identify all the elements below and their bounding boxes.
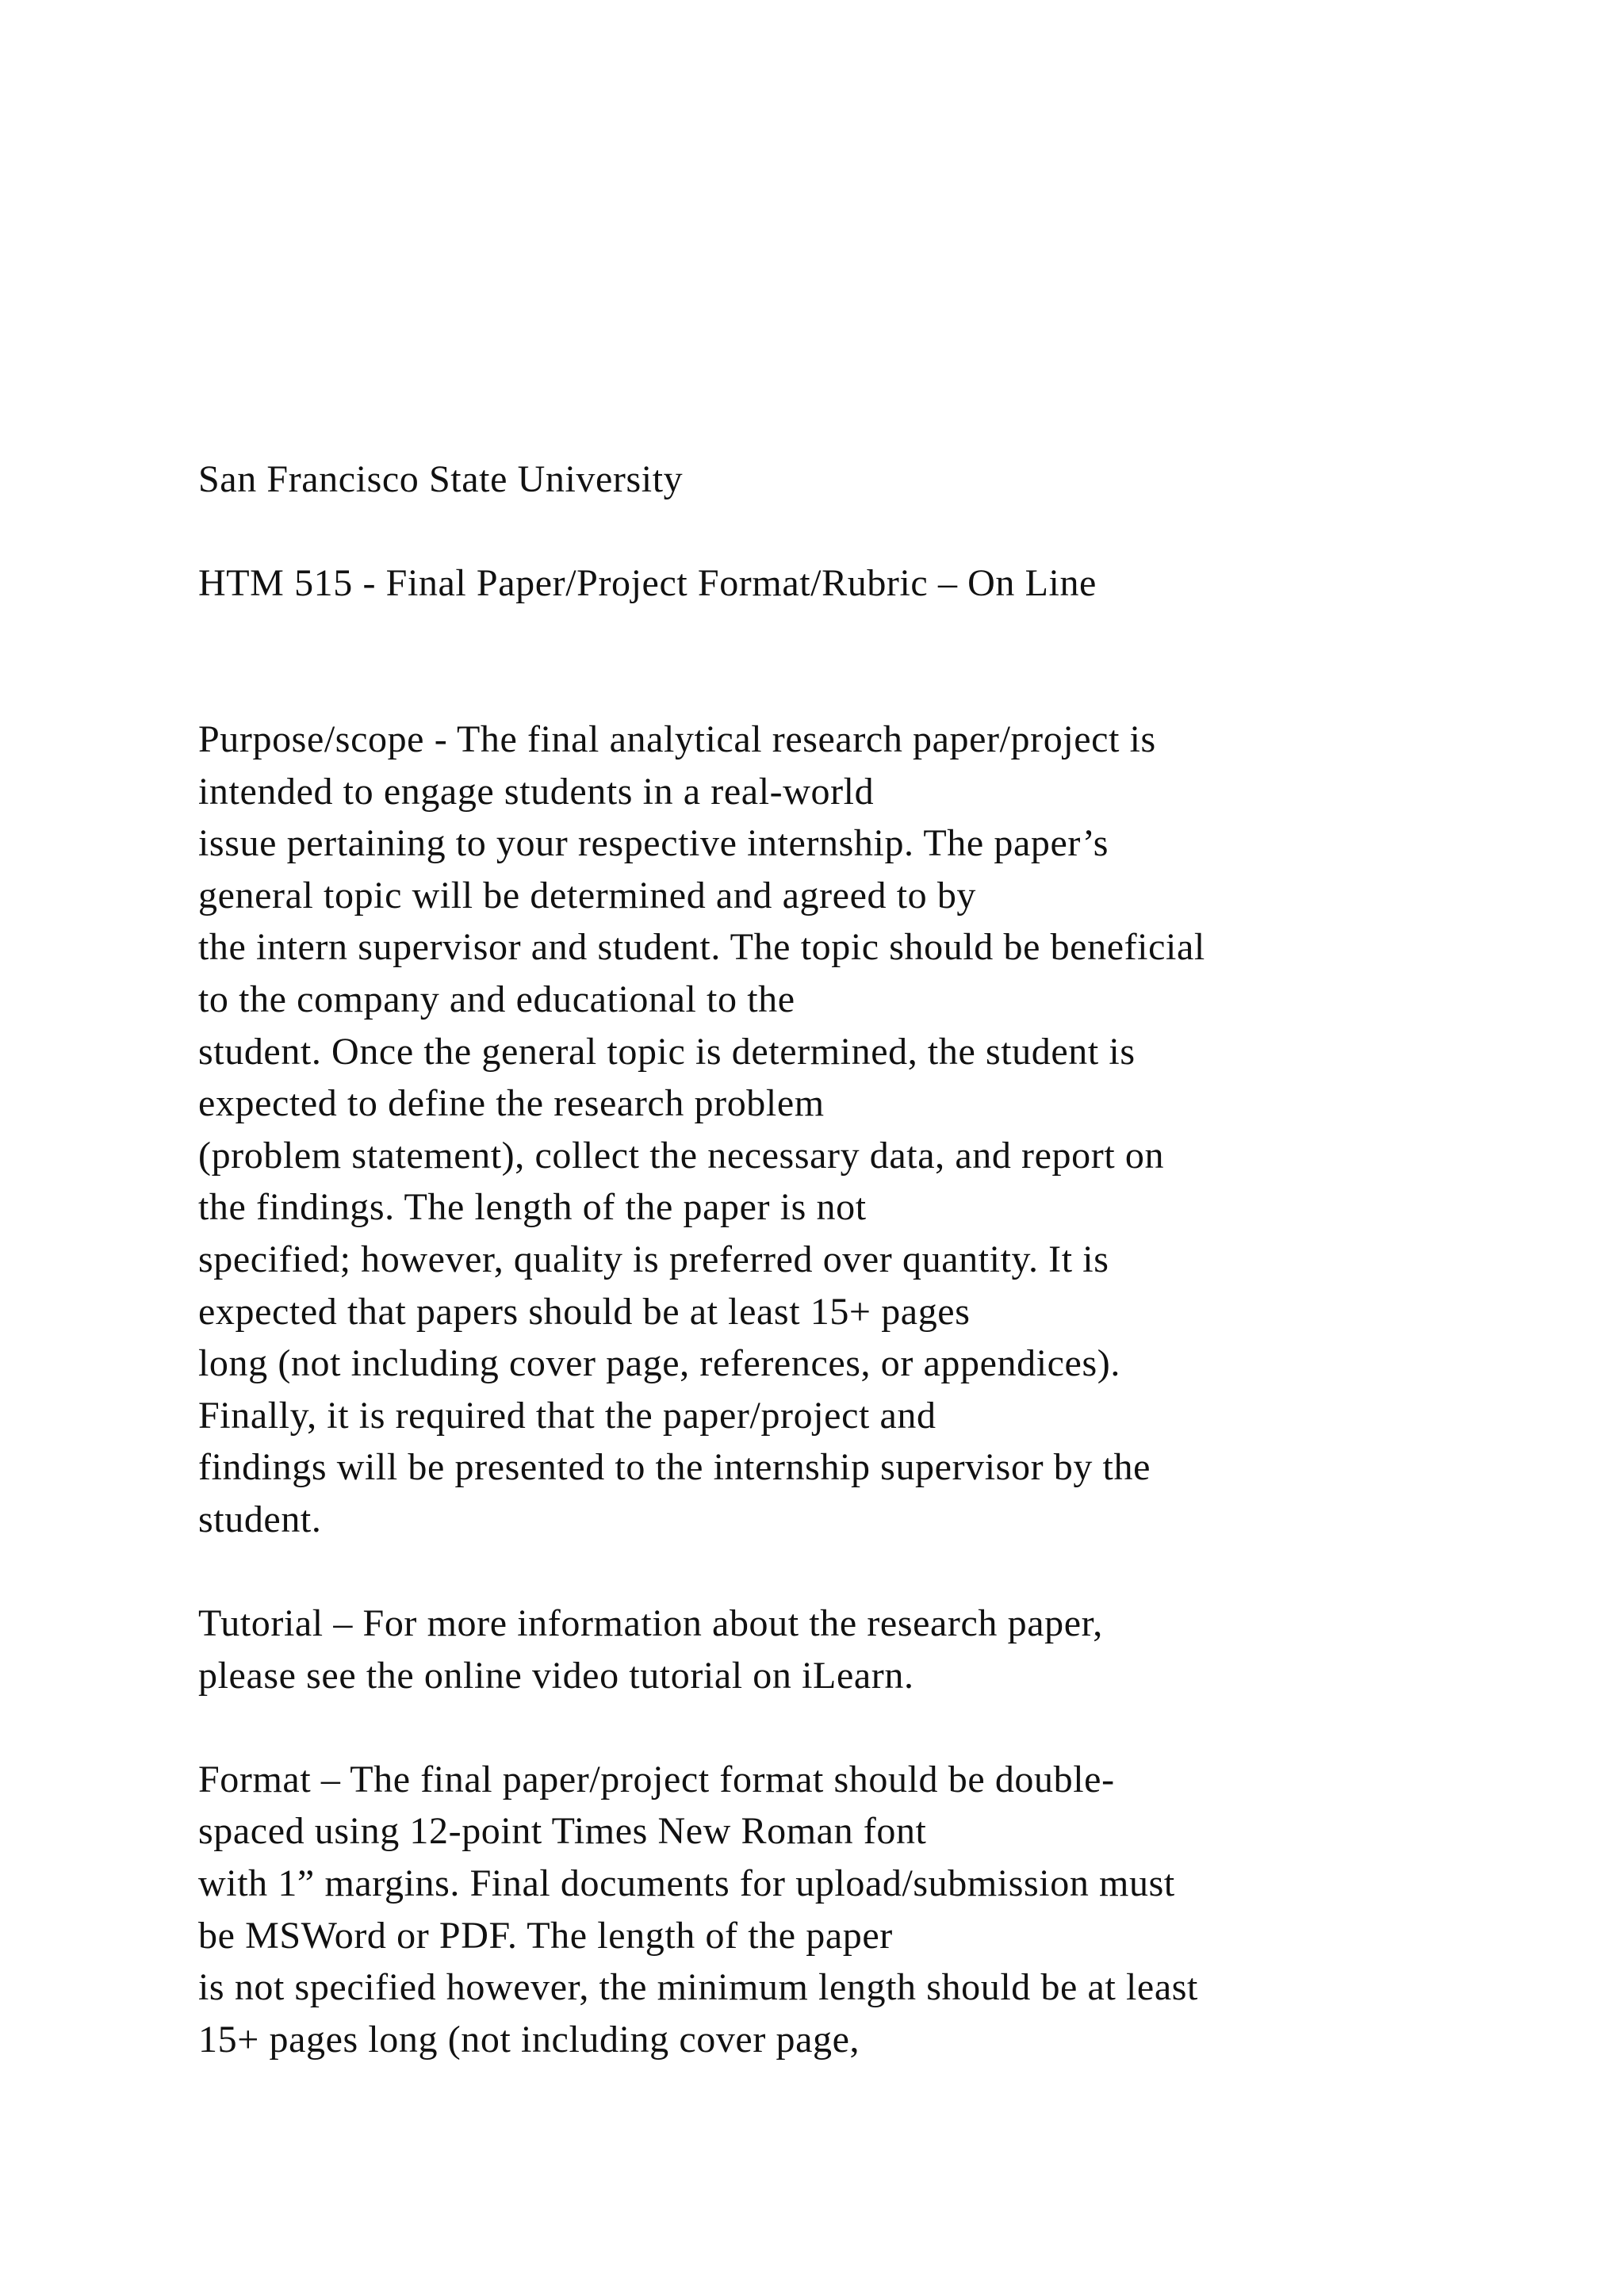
purpose-line: student. Once the general topic is determined, the student is <box>198 1030 1136 1073</box>
purpose-line: expected to define the research problem <box>198 1082 825 1125</box>
purpose-line: student. <box>198 1498 322 1540</box>
tutorial-line: please see the online video tutorial on iLearn. <box>198 1654 914 1697</box>
purpose-line: to the company and educational to the <box>198 978 795 1020</box>
purpose-line: Finally, it is required that the paper/project and <box>198 1394 936 1437</box>
format-line: Format – The final paper/project format should be double- <box>198 1758 1115 1800</box>
purpose-section <box>198 714 1562 1546</box>
institution-name: San Francisco State University <box>198 458 684 500</box>
format-line: is not specified however, the minimum length should be at least <box>198 1966 1198 2009</box>
purpose-line: specified; however, quality is preferred over quantity. It is <box>198 1238 1109 1280</box>
spacer <box>198 1545 1562 1598</box>
spacer <box>198 1701 1562 1754</box>
purpose-line: the intern supervisor and student. The topic should be beneficial <box>198 926 1205 969</box>
purpose-line: (problem statement), collect the necessary data, and report on <box>198 1134 1165 1177</box>
spacer <box>198 506 1562 558</box>
purpose-line: Purpose/scope - The final analytical research paper/project is <box>198 718 1156 760</box>
format-line: be MSWord or PDF. The length of the paper <box>198 1914 893 1957</box>
format-line: with 1” margins. Final documents for upload/submission must <box>198 1862 1175 1905</box>
purpose-line: long (not including cover page, references, or appendices). <box>198 1342 1120 1385</box>
format-section <box>198 1754 1562 2066</box>
purpose-line: expected that papers should be at least 15+ pages <box>198 1290 971 1333</box>
purpose-line: findings will be presented to the internship supervisor by the <box>198 1446 1151 1489</box>
tutorial-section <box>198 1598 1562 1701</box>
purpose-line: general topic will be determined and agreed to by <box>198 874 977 916</box>
format-line: spaced using 12-point Times New Roman font <box>198 1810 927 1853</box>
format-line: 15+ pages long (not including cover page, <box>198 2018 860 2061</box>
tutorial-line: Tutorial – For more information about the research paper, <box>198 1602 1103 1645</box>
purpose-line: issue pertaining to your respective internship. The paper’s <box>198 822 1109 865</box>
course-title: HTM 515 - Final Paper/Project Format/Rubric – On Line <box>198 562 1097 605</box>
document-body <box>198 453 1562 2065</box>
purpose-line: intended to engage students in a real-world <box>198 770 875 813</box>
spacer <box>198 610 1562 662</box>
spacer <box>198 661 1562 714</box>
purpose-line: the findings. The length of the paper is not <box>198 1186 867 1229</box>
